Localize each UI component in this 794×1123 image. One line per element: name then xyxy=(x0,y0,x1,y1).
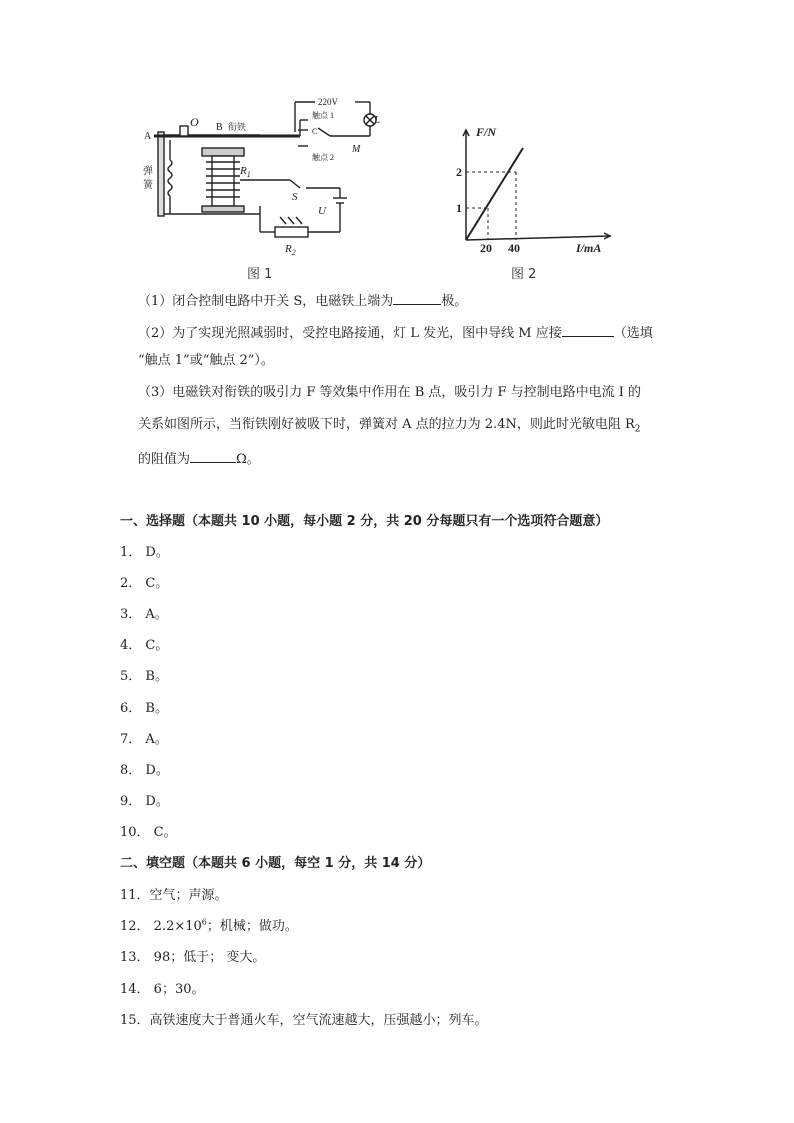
y-tick-1: 1 xyxy=(456,201,462,215)
answer-5: 5． B。 xyxy=(120,669,168,684)
figure-1-circuit-diagram xyxy=(140,90,380,265)
answer-13: 13． 98；低于； 变大。 xyxy=(120,950,266,965)
answer-14: 14． 6；30。 xyxy=(120,982,205,997)
label-armature: 衔铁 xyxy=(228,122,247,132)
question-3: （3）电磁铁对衔铁的吸引力 F 等效集中作用在 B 点，吸引力 F 与控制电路中电流 I 的 xyxy=(138,385,642,400)
x-axis-label: I/mA xyxy=(576,241,602,255)
answer-8: 8． D。 xyxy=(120,763,169,778)
y-axis-label: F/N xyxy=(476,125,497,139)
label-c: C xyxy=(312,127,318,136)
question-2-cont: “触点 1”或“触点 2”）。 xyxy=(138,353,274,368)
answer-2: 2． C。 xyxy=(120,576,169,591)
answer-11: 11．空气；声源。 xyxy=(120,888,228,903)
label-contact-2: 触点 2 xyxy=(312,153,334,162)
figure-1-caption: 图 1 xyxy=(247,267,273,282)
answer-blank-3 xyxy=(190,448,236,463)
question-1: （1）闭合控制电路中开关 S，电磁铁上端为 极。 xyxy=(138,290,467,311)
label-lamp: L xyxy=(374,115,380,126)
figure-2-force-current-graph xyxy=(450,118,620,258)
label-o: O xyxy=(190,115,199,129)
answer-15: 15．高铁速度大于普通火车，空气流速越大，压强越小；列车。 xyxy=(120,1013,488,1028)
label-contact-1: 触点 1 xyxy=(312,111,334,120)
answer-12: 12． $2.2\times 10^6$；机械；做功。 xyxy=(120,917,298,934)
answer-blank-2 xyxy=(562,322,614,337)
x-tick-40: 40 xyxy=(508,241,520,255)
force-current-line xyxy=(466,148,523,240)
answer-blank-1 xyxy=(393,290,441,305)
label-spring-1: 弹 xyxy=(143,166,153,177)
label-m: M xyxy=(352,144,361,155)
section-2-heading: 二、填空题（本题共 6 小题，每空 1 分，共 14 分） xyxy=(120,856,431,871)
label-u: U xyxy=(318,205,326,217)
label-s: S xyxy=(292,191,298,203)
answer-1: 1． D。 xyxy=(120,545,169,560)
figure-2-caption: 图 2 xyxy=(511,267,537,282)
answer-10: 10． C。 xyxy=(120,825,177,840)
question-3-end: 的阻值为 Ω。 xyxy=(138,448,260,469)
answer-3: 3． A。 xyxy=(120,607,168,622)
label-spring-2: 簧 xyxy=(143,180,153,191)
label-a: A xyxy=(144,131,152,142)
answer-7: 7． A。 xyxy=(120,732,168,747)
y-tick-2: 2 xyxy=(456,165,462,179)
x-tick-20: 20 xyxy=(480,241,492,255)
answer-4: 4． C。 xyxy=(120,638,169,653)
section-1-heading: 一、选择题（本题共 10 小题，每小题 2 分，共 20 分每题只有一个选项符合题意） xyxy=(120,514,609,529)
answer-9: 9． D。 xyxy=(120,794,169,809)
label-voltage: 220V xyxy=(318,97,338,107)
label-b: B xyxy=(216,122,223,133)
answer-6: 6． B。 xyxy=(120,701,168,716)
question-2: （2）为了实现光照减弱时，受控电路接通，灯 L 发光，图中导线 M 应接 （选填 xyxy=(138,322,653,343)
question-3-cont: 关系如图所示，当衔铁刚好被吸下时，弹簧对 A 点的拉力为 2.4N，则此时光敏电阻 $R_2$ xyxy=(138,417,641,435)
label-r2: $R_2$ xyxy=(285,243,296,257)
label-r1: $R_1$ xyxy=(240,165,251,179)
